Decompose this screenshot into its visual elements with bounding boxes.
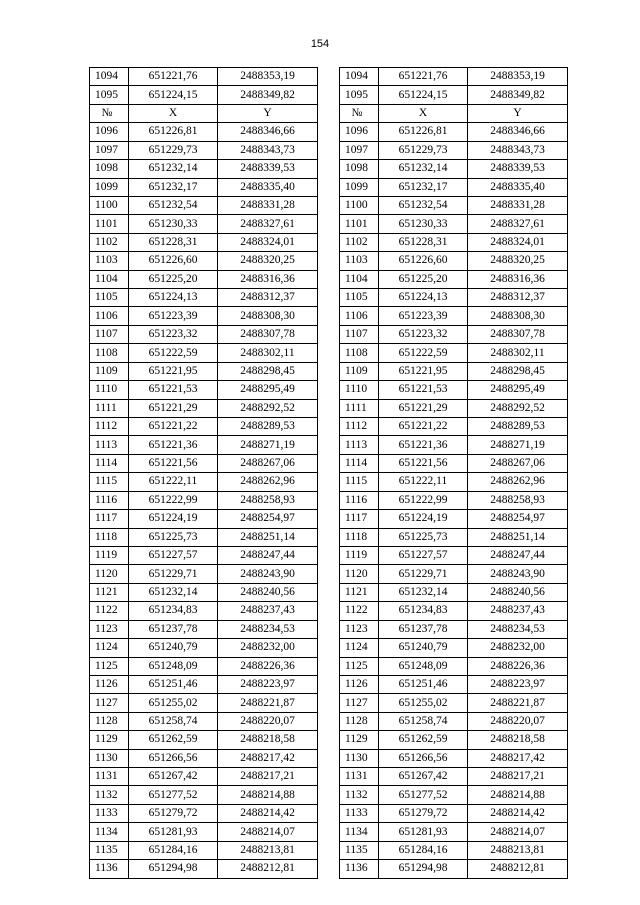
y-coordinate-cell: 2488220,07 [218, 712, 318, 730]
point-number-cell: 1132 [340, 786, 379, 804]
point-number-cell: 1125 [90, 657, 129, 675]
header-number: № [90, 104, 129, 122]
y-coordinate-cell: 2488214,88 [468, 786, 568, 804]
x-coordinate-cell: 651224,13 [379, 289, 468, 307]
point-number-cell: 1106 [340, 307, 379, 325]
x-coordinate-cell: 651262,59 [129, 731, 218, 749]
x-coordinate-cell: 651221,29 [379, 399, 468, 417]
y-coordinate-cell: 2488212,81 [468, 860, 568, 878]
point-number-cell: 1127 [90, 694, 129, 712]
x-coordinate-cell: 651234,83 [129, 602, 218, 620]
point-number-cell: 1114 [340, 454, 379, 472]
point-number-cell: 1101 [90, 215, 129, 233]
x-coordinate-cell: 651232,17 [379, 178, 468, 196]
y-coordinate-cell: 2488295,49 [218, 381, 318, 399]
x-coordinate-cell: 651229,73 [379, 141, 468, 159]
point-number-cell: 1095 [90, 86, 129, 104]
y-coordinate-cell: 2488214,42 [218, 804, 318, 822]
point-number-cell: 1118 [340, 528, 379, 546]
x-coordinate-cell: 651251,46 [379, 675, 468, 693]
point-number-cell: 1095 [340, 86, 379, 104]
point-number-cell: 1102 [90, 233, 129, 251]
point-number-cell: 1107 [90, 325, 129, 343]
x-coordinate-cell: 651240,79 [129, 639, 218, 657]
point-number-cell: 1094 [90, 68, 129, 86]
y-coordinate-cell: 2488254,97 [218, 510, 318, 528]
point-number-cell: 1116 [340, 491, 379, 509]
point-number-cell: 1126 [340, 675, 379, 693]
y-coordinate-cell: 2488217,42 [218, 749, 318, 767]
x-coordinate-cell: 651221,95 [129, 362, 218, 380]
point-number-cell: 1130 [90, 749, 129, 767]
point-number-cell: 1132 [90, 786, 129, 804]
x-coordinate-cell: 651279,72 [379, 804, 468, 822]
y-coordinate-cell: 2488312,37 [218, 289, 318, 307]
x-coordinate-cell: 651222,11 [379, 473, 468, 491]
column-gap [318, 68, 340, 879]
y-coordinate-cell: 2488349,82 [468, 86, 568, 104]
header-y: Y [468, 104, 568, 122]
x-coordinate-cell: 651232,54 [129, 196, 218, 214]
x-coordinate-cell: 651281,93 [379, 823, 468, 841]
y-coordinate-cell: 2488267,06 [218, 454, 318, 472]
x-coordinate-cell: 651279,72 [129, 804, 218, 822]
point-number-cell: 1120 [340, 565, 379, 583]
point-number-cell: 1127 [340, 694, 379, 712]
y-coordinate-cell: 2488271,19 [218, 436, 318, 454]
y-coordinate-cell: 2488221,87 [218, 694, 318, 712]
x-coordinate-cell: 651226,81 [129, 123, 218, 141]
x-coordinate-cell: 651222,59 [379, 344, 468, 362]
y-coordinate-cell: 2488346,66 [468, 123, 568, 141]
point-number-cell: 1129 [340, 731, 379, 749]
x-coordinate-cell: 651229,71 [379, 565, 468, 583]
y-coordinate-cell: 2488302,11 [218, 344, 318, 362]
point-number-cell: 1110 [90, 381, 129, 399]
y-coordinate-cell: 2488292,52 [218, 399, 318, 417]
y-coordinate-cell: 2488217,21 [218, 768, 318, 786]
point-number-cell: 1123 [90, 620, 129, 638]
header-y: Y [218, 104, 318, 122]
y-coordinate-cell: 2488220,07 [468, 712, 568, 730]
point-number-cell: 1096 [90, 123, 129, 141]
y-coordinate-cell: 2488335,40 [468, 178, 568, 196]
coordinates-table [89, 67, 568, 879]
y-coordinate-cell: 2488271,19 [468, 436, 568, 454]
point-number-cell: 1111 [90, 399, 129, 417]
y-coordinate-cell: 2488217,42 [468, 749, 568, 767]
y-coordinate-cell: 2488298,45 [468, 362, 568, 380]
point-number-cell: 1109 [90, 362, 129, 380]
point-number-cell: 1118 [90, 528, 129, 546]
x-coordinate-cell: 651221,22 [379, 418, 468, 436]
y-coordinate-cell: 2488343,73 [218, 141, 318, 159]
y-coordinate-cell: 2488243,90 [468, 565, 568, 583]
point-number-cell: 1134 [90, 823, 129, 841]
point-number-cell: 1124 [340, 639, 379, 657]
x-coordinate-cell: 651221,56 [129, 454, 218, 472]
point-number-cell: 1096 [340, 123, 379, 141]
x-coordinate-cell: 651224,15 [379, 86, 468, 104]
point-number-cell: 1122 [90, 602, 129, 620]
y-coordinate-cell: 2488316,36 [468, 270, 568, 288]
x-coordinate-cell: 651221,76 [129, 68, 218, 86]
point-number-cell: 1119 [90, 546, 129, 564]
y-coordinate-cell: 2488312,37 [468, 289, 568, 307]
point-number-cell: 1097 [90, 141, 129, 159]
point-number-cell: 1135 [340, 841, 379, 859]
x-coordinate-cell: 651277,52 [129, 786, 218, 804]
x-coordinate-cell: 651240,79 [379, 639, 468, 657]
point-number-cell: 1120 [90, 565, 129, 583]
header-x: X [379, 104, 468, 122]
x-coordinate-cell: 651221,76 [379, 68, 468, 86]
x-coordinate-cell: 651248,09 [129, 657, 218, 675]
point-number-cell: 1099 [340, 178, 379, 196]
y-coordinate-cell: 2488308,30 [218, 307, 318, 325]
point-number-cell: 1121 [90, 583, 129, 601]
x-coordinate-cell: 651248,09 [379, 657, 468, 675]
y-coordinate-cell: 2488223,97 [218, 675, 318, 693]
x-coordinate-cell: 651284,16 [379, 841, 468, 859]
x-coordinate-cell: 651266,56 [379, 749, 468, 767]
y-coordinate-cell: 2488307,78 [468, 325, 568, 343]
y-coordinate-cell: 2488223,97 [468, 675, 568, 693]
y-coordinate-cell: 2488240,56 [218, 583, 318, 601]
x-coordinate-cell: 651266,56 [129, 749, 218, 767]
x-coordinate-cell: 651225,73 [379, 528, 468, 546]
x-coordinate-cell: 651221,53 [129, 381, 218, 399]
y-coordinate-cell: 2488320,25 [468, 252, 568, 270]
y-coordinate-cell: 2488243,90 [218, 565, 318, 583]
y-coordinate-cell: 2488295,49 [468, 381, 568, 399]
x-coordinate-cell: 651232,14 [379, 160, 468, 178]
point-number-cell: 1126 [90, 675, 129, 693]
x-coordinate-cell: 651221,53 [379, 381, 468, 399]
point-number-cell: 1135 [90, 841, 129, 859]
y-coordinate-cell: 2488214,07 [468, 823, 568, 841]
x-coordinate-cell: 651224,15 [129, 86, 218, 104]
y-coordinate-cell: 2488331,28 [468, 196, 568, 214]
x-coordinate-cell: 651224,19 [379, 510, 468, 528]
point-number-cell: 1108 [340, 344, 379, 362]
point-number-cell: 1133 [340, 804, 379, 822]
y-coordinate-cell: 2488343,73 [468, 141, 568, 159]
y-coordinate-cell: 2488267,06 [468, 454, 568, 472]
x-coordinate-cell: 651225,20 [379, 270, 468, 288]
x-coordinate-cell: 651222,99 [129, 491, 218, 509]
y-coordinate-cell: 2488316,36 [218, 270, 318, 288]
y-coordinate-cell: 2488262,96 [468, 473, 568, 491]
y-coordinate-cell: 2488218,58 [218, 731, 318, 749]
x-coordinate-cell: 651221,56 [379, 454, 468, 472]
x-coordinate-cell: 651258,74 [379, 712, 468, 730]
x-coordinate-cell: 651225,73 [129, 528, 218, 546]
point-number-cell: 1125 [340, 657, 379, 675]
point-number-cell: 1124 [90, 639, 129, 657]
y-coordinate-cell: 2488226,36 [218, 657, 318, 675]
point-number-cell: 1136 [340, 860, 379, 878]
point-number-cell: 1106 [90, 307, 129, 325]
point-number-cell: 1131 [90, 768, 129, 786]
x-coordinate-cell: 651277,52 [379, 786, 468, 804]
y-coordinate-cell: 2488335,40 [218, 178, 318, 196]
point-number-cell: 1112 [340, 418, 379, 436]
point-number-cell: 1104 [340, 270, 379, 288]
x-coordinate-cell: 651222,99 [379, 491, 468, 509]
point-number-cell: 1131 [340, 768, 379, 786]
x-coordinate-cell: 651229,71 [129, 565, 218, 583]
point-number-cell: 1128 [90, 712, 129, 730]
x-coordinate-cell: 651267,42 [129, 768, 218, 786]
x-coordinate-cell: 651234,83 [379, 602, 468, 620]
x-coordinate-cell: 651221,22 [129, 418, 218, 436]
table-row [90, 68, 568, 86]
y-coordinate-cell: 2488232,00 [468, 639, 568, 657]
y-coordinate-cell: 2488213,81 [218, 841, 318, 859]
y-coordinate-cell: 2488213,81 [468, 841, 568, 859]
x-coordinate-cell: 651223,39 [379, 307, 468, 325]
y-coordinate-cell: 2488339,53 [468, 160, 568, 178]
y-coordinate-cell: 2488289,53 [218, 418, 318, 436]
y-coordinate-cell: 2488258,93 [218, 491, 318, 509]
x-coordinate-cell: 651284,16 [129, 841, 218, 859]
y-coordinate-cell: 2488327,61 [468, 215, 568, 233]
point-number-cell: 1122 [340, 602, 379, 620]
x-coordinate-cell: 651258,74 [129, 712, 218, 730]
point-number-cell: 1103 [90, 252, 129, 270]
y-coordinate-cell: 2488232,00 [218, 639, 318, 657]
point-number-cell: 1098 [90, 160, 129, 178]
y-coordinate-cell: 2488302,11 [468, 344, 568, 362]
x-coordinate-cell: 651227,57 [129, 546, 218, 564]
point-number-cell: 1111 [340, 399, 379, 417]
x-coordinate-cell: 651294,98 [379, 860, 468, 878]
point-number-cell: 1115 [340, 473, 379, 491]
point-number-cell: 1102 [340, 233, 379, 251]
point-number-cell: 1130 [340, 749, 379, 767]
x-coordinate-cell: 651228,31 [129, 233, 218, 251]
x-coordinate-cell: 651222,11 [129, 473, 218, 491]
point-number-cell: 1110 [340, 381, 379, 399]
x-coordinate-cell: 651251,46 [129, 675, 218, 693]
point-number-cell: 1123 [340, 620, 379, 638]
y-coordinate-cell: 2488251,14 [468, 528, 568, 546]
y-coordinate-cell: 2488234,53 [468, 620, 568, 638]
x-coordinate-cell: 651237,78 [129, 620, 218, 638]
point-number-cell: 1112 [90, 418, 129, 436]
x-coordinate-cell: 651223,32 [129, 325, 218, 343]
x-coordinate-cell: 651223,39 [129, 307, 218, 325]
y-coordinate-cell: 2488214,07 [218, 823, 318, 841]
x-coordinate-cell: 651221,29 [129, 399, 218, 417]
point-number-cell: 1105 [90, 289, 129, 307]
y-coordinate-cell: 2488353,19 [218, 68, 318, 86]
point-number-cell: 1108 [90, 344, 129, 362]
y-coordinate-cell: 2488339,53 [218, 160, 318, 178]
y-coordinate-cell: 2488289,53 [468, 418, 568, 436]
point-number-cell: 1114 [90, 454, 129, 472]
x-coordinate-cell: 651229,73 [129, 141, 218, 159]
x-coordinate-cell: 651224,19 [129, 510, 218, 528]
y-coordinate-cell: 2488308,30 [468, 307, 568, 325]
point-number-cell: 1129 [90, 731, 129, 749]
y-coordinate-cell: 2488298,45 [218, 362, 318, 380]
y-coordinate-cell: 2488320,25 [218, 252, 318, 270]
y-coordinate-cell: 2488218,58 [468, 731, 568, 749]
y-coordinate-cell: 2488247,44 [468, 546, 568, 564]
y-coordinate-cell: 2488217,21 [468, 768, 568, 786]
x-coordinate-cell: 651223,32 [379, 325, 468, 343]
y-coordinate-cell: 2488307,78 [218, 325, 318, 343]
point-number-cell: 1133 [90, 804, 129, 822]
y-coordinate-cell: 2488324,01 [468, 233, 568, 251]
point-number-cell: 1128 [340, 712, 379, 730]
x-coordinate-cell: 651226,60 [379, 252, 468, 270]
x-coordinate-cell: 651232,14 [379, 583, 468, 601]
point-number-cell: 1100 [340, 196, 379, 214]
point-number-cell: 1105 [340, 289, 379, 307]
x-coordinate-cell: 651232,14 [129, 160, 218, 178]
point-number-cell: 1107 [340, 325, 379, 343]
point-number-cell: 1134 [340, 823, 379, 841]
point-number-cell: 1136 [90, 860, 129, 878]
header-number: № [340, 104, 379, 122]
x-coordinate-cell: 651281,93 [129, 823, 218, 841]
y-coordinate-cell: 2488237,43 [218, 602, 318, 620]
y-coordinate-cell: 2488324,01 [218, 233, 318, 251]
point-number-cell: 1113 [90, 436, 129, 454]
y-coordinate-cell: 2488251,14 [218, 528, 318, 546]
y-coordinate-cell: 2488262,96 [218, 473, 318, 491]
y-coordinate-cell: 2488258,93 [468, 491, 568, 509]
y-coordinate-cell: 2488247,44 [218, 546, 318, 564]
x-coordinate-cell: 651267,42 [379, 768, 468, 786]
y-coordinate-cell: 2488292,52 [468, 399, 568, 417]
y-coordinate-cell: 2488349,82 [218, 86, 318, 104]
y-coordinate-cell: 2488331,28 [218, 196, 318, 214]
x-coordinate-cell: 651232,17 [129, 178, 218, 196]
y-coordinate-cell: 2488254,97 [468, 510, 568, 528]
x-coordinate-cell: 651221,36 [379, 436, 468, 454]
x-coordinate-cell: 651227,57 [379, 546, 468, 564]
point-number-cell: 1100 [90, 196, 129, 214]
point-number-cell: 1101 [340, 215, 379, 233]
point-number-cell: 1103 [340, 252, 379, 270]
x-coordinate-cell: 651255,02 [379, 694, 468, 712]
y-coordinate-cell: 2488240,56 [468, 583, 568, 601]
point-number-cell: 1115 [90, 473, 129, 491]
point-number-cell: 1099 [90, 178, 129, 196]
x-coordinate-cell: 651225,20 [129, 270, 218, 288]
point-number-cell: 1104 [90, 270, 129, 288]
x-coordinate-cell: 651294,98 [129, 860, 218, 878]
x-coordinate-cell: 651221,36 [129, 436, 218, 454]
point-number-cell: 1117 [90, 510, 129, 528]
point-number-cell: 1121 [340, 583, 379, 601]
x-coordinate-cell: 651237,78 [379, 620, 468, 638]
x-coordinate-cell: 651232,14 [129, 583, 218, 601]
x-coordinate-cell: 651232,54 [379, 196, 468, 214]
point-number-cell: 1117 [340, 510, 379, 528]
y-coordinate-cell: 2488346,66 [218, 123, 318, 141]
y-coordinate-cell: 2488214,88 [218, 786, 318, 804]
point-number-cell: 1119 [340, 546, 379, 564]
point-number-cell: 1109 [340, 362, 379, 380]
y-coordinate-cell: 2488234,53 [218, 620, 318, 638]
y-coordinate-cell: 2488327,61 [218, 215, 318, 233]
y-coordinate-cell: 2488237,43 [468, 602, 568, 620]
y-coordinate-cell: 2488226,36 [468, 657, 568, 675]
x-coordinate-cell: 651262,59 [379, 731, 468, 749]
header-x: X [129, 104, 218, 122]
page-number: 154 [310, 38, 330, 50]
y-coordinate-cell: 2488221,87 [468, 694, 568, 712]
point-number-cell: 1113 [340, 436, 379, 454]
y-coordinate-cell: 2488353,19 [468, 68, 568, 86]
x-coordinate-cell: 651230,33 [379, 215, 468, 233]
x-coordinate-cell: 651222,59 [129, 344, 218, 362]
point-number-cell: 1097 [340, 141, 379, 159]
x-coordinate-cell: 651255,02 [129, 694, 218, 712]
x-coordinate-cell: 651226,81 [379, 123, 468, 141]
y-coordinate-cell: 2488214,42 [468, 804, 568, 822]
x-coordinate-cell: 651228,31 [379, 233, 468, 251]
x-coordinate-cell: 651226,60 [129, 252, 218, 270]
x-coordinate-cell: 651230,33 [129, 215, 218, 233]
point-number-cell: 1098 [340, 160, 379, 178]
x-coordinate-cell: 651224,13 [129, 289, 218, 307]
point-number-cell: 1094 [340, 68, 379, 86]
y-coordinate-cell: 2488212,81 [218, 860, 318, 878]
point-number-cell: 1116 [90, 491, 129, 509]
x-coordinate-cell: 651221,95 [379, 362, 468, 380]
